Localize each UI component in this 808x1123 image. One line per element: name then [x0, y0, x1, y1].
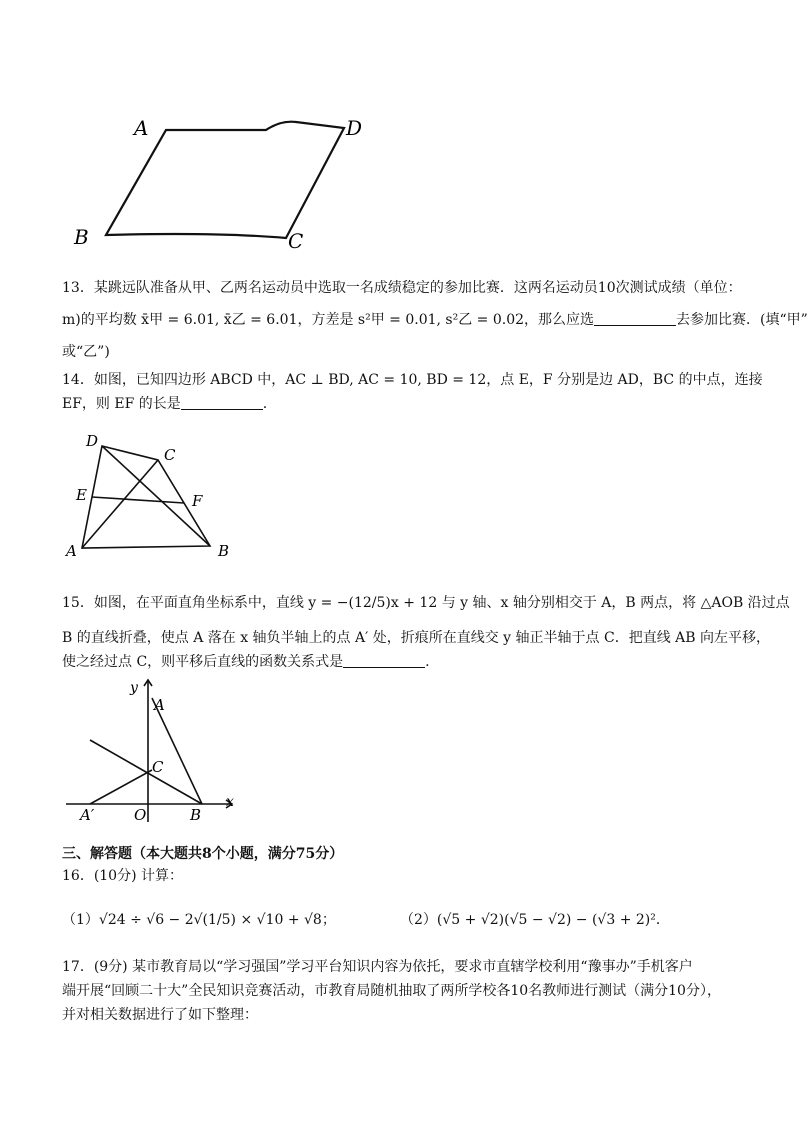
label-b: B: [218, 542, 230, 560]
q14-line2: [62, 395, 267, 413]
q17-line2: 端开展“回顾二十大”全民知识竞赛活动，市教育局随机抽取了两所学校各10名教师进行测试（满分10分），: [62, 983, 721, 999]
q13-answer-blank[interactable]: [594, 311, 676, 326]
label-d: D: [86, 432, 99, 450]
q16-part1: （1）√24 ÷ √6 − 2√(1/5) × √10 + √8；: [62, 912, 336, 928]
q15-line1: 15．如图，在平面直角坐标系中，直线 y = −(12/5)x + 12 与 y 轴、x 轴分别相交于 A，B 两点，将 △AOB 沿过点: [62, 595, 790, 611]
label-e: E: [76, 486, 87, 504]
q14-answer-blank[interactable]: [181, 395, 263, 410]
q17-line1: 17．(9分) 某市教育局以“学习强国”学习平台知识内容为依托，要求市直辖学校利用“豫事办”手机客户: [62, 959, 693, 975]
q14-line2-text-b: .: [262, 396, 268, 412]
q15-line3: [62, 653, 430, 671]
q13-line1: 13．某跳远队准备从甲、乙两名运动员中选取一名成绩稳定的参加比赛．这两名运动员10次测试成绩（单位：: [62, 280, 742, 296]
q15-line3-text-a: 使之经过点 C，则平移后直线的函数关系式是: [62, 654, 344, 670]
q15-line3-text-b: .: [425, 654, 430, 670]
label-a: A: [66, 542, 77, 560]
q15-line2: B 的直线折叠，使点 A 落在 x 轴负半轴上的点 A′ 处，折痕所在直线交 y 轴正半轴于点 C．把直线 AB 向左平移，: [62, 630, 771, 646]
label-b: B: [74, 225, 89, 249]
label-o: O: [134, 806, 147, 824]
label-d: D: [346, 116, 363, 140]
q15-answer-blank[interactable]: [343, 653, 425, 668]
label-a: A: [134, 116, 149, 140]
label-c: C: [164, 446, 176, 464]
label-c: C: [288, 229, 304, 253]
q14-line1: 14．如图，已知四边形 ABCD 中，AC ⊥ BD, AC = 10, BD = 12，点 E，F 分别是边 AD，BC 的中点，连接: [62, 372, 763, 388]
q16-part2: （2）(√5 + √2)(√5 − √2) − (√3 + 2)²．: [400, 912, 670, 928]
figure-coordinate-plane: [60, 674, 250, 824]
q13-line2-text-b: 去参加比赛．(填“甲”: [676, 312, 808, 328]
q13-line3: 或“乙”): [62, 344, 110, 360]
label-f: F: [192, 492, 203, 510]
label-x: x: [226, 794, 234, 810]
figure-quadrilateral: [60, 432, 240, 562]
label-y: y: [130, 680, 138, 696]
q14-line2-text-a: EF，则 EF 的长是: [62, 396, 181, 412]
label-c: C: [152, 758, 164, 776]
label-a: A: [154, 696, 165, 714]
label-a-prime: A′: [80, 806, 95, 824]
section-3-heading: 三、解答题（本大题共8个小题，满分75分）: [62, 846, 344, 862]
q16-title: 16．(10分) 计算：: [62, 868, 184, 884]
q17-line3: 并对相关数据进行了如下整理：: [62, 1007, 258, 1023]
label-b: B: [190, 806, 202, 824]
figure-parallelogram: [66, 110, 366, 260]
q13-line2-text-a: m)的平均数 x̄甲 = 6.01, x̄乙 = 6.01，方差是 s²甲 = 0.01, s²乙 = 0.02，那么应选: [62, 312, 595, 328]
q13-line2: [62, 311, 808, 329]
